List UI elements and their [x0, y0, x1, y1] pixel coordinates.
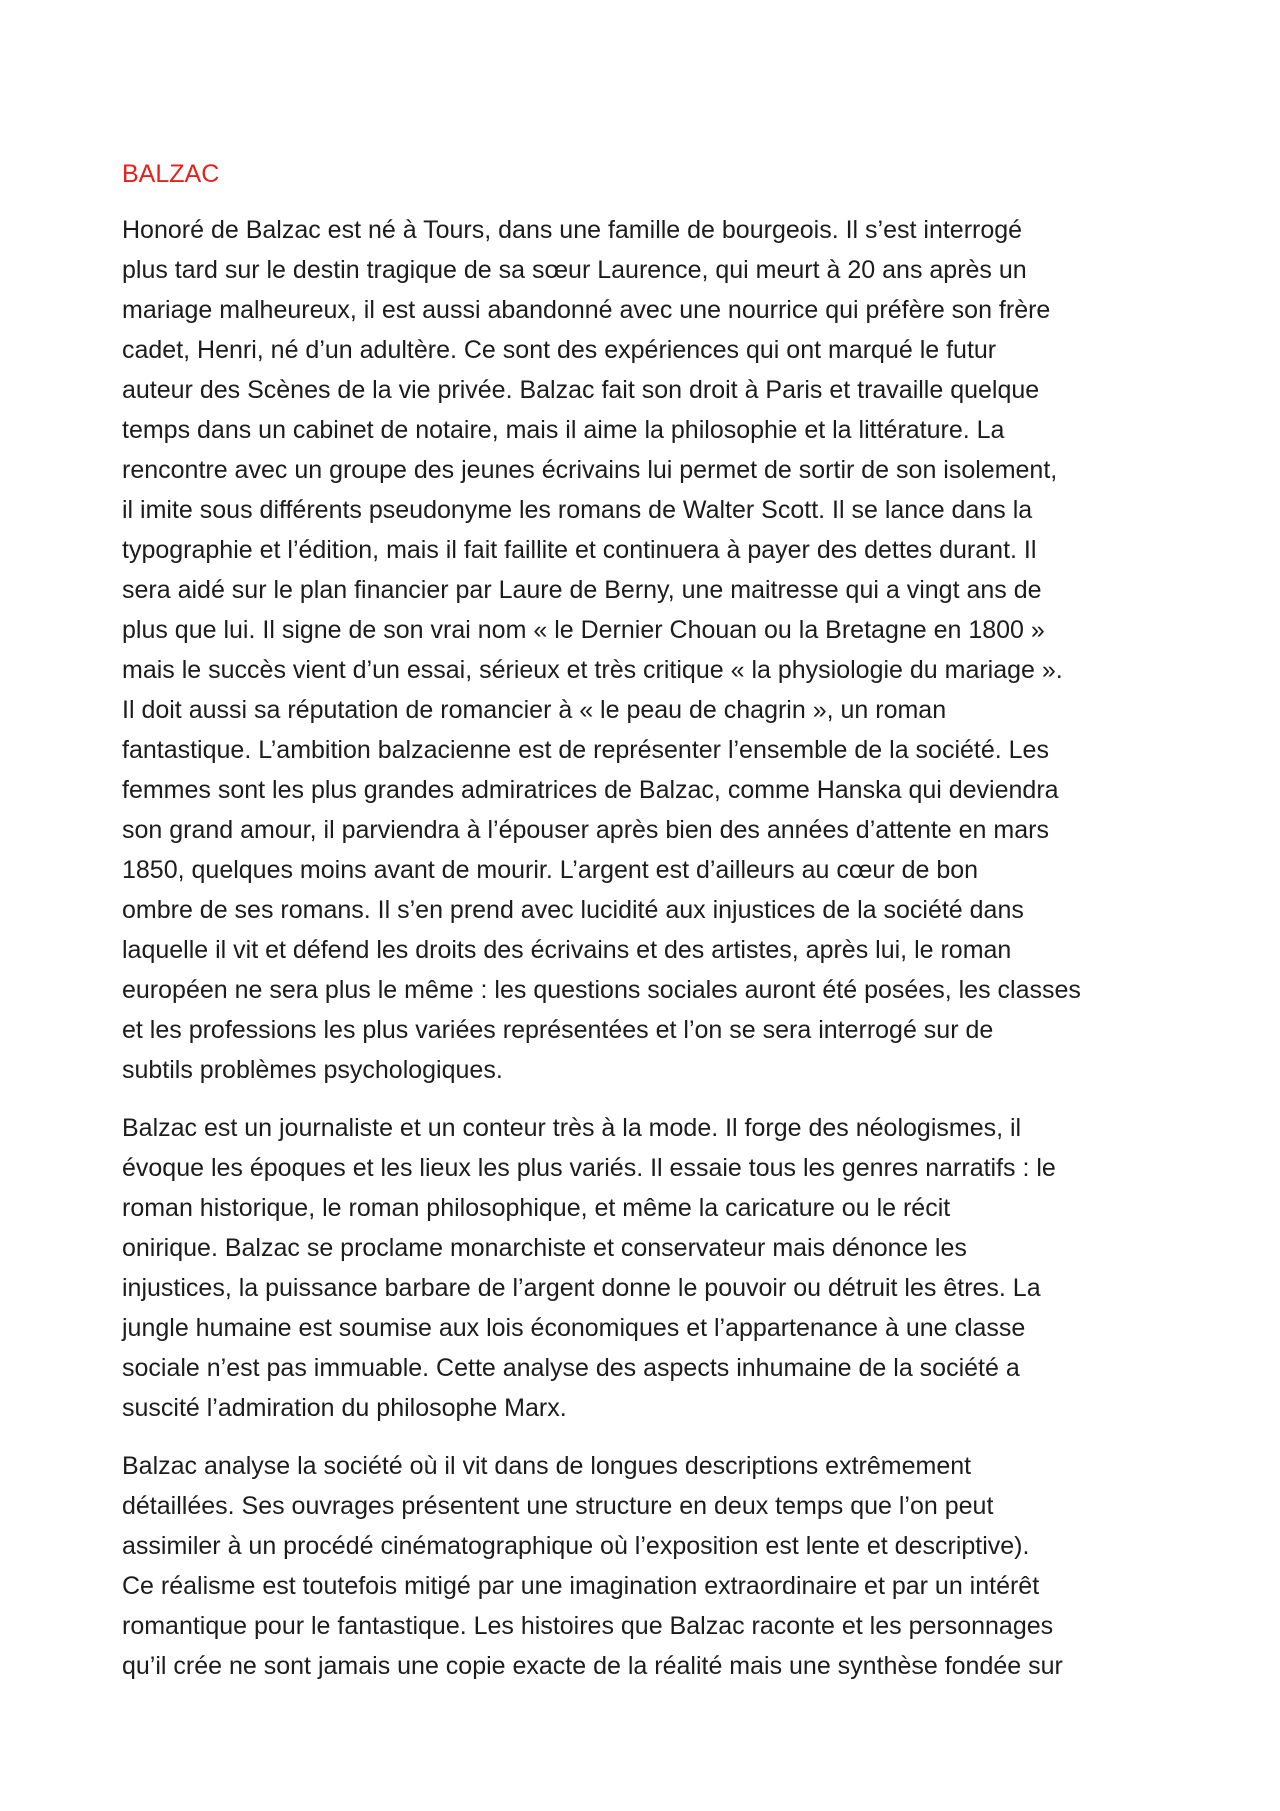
text-line: cadet, Henri, né d’un adultère. Ce sont des expériences qui ont marqué le futur: [122, 336, 997, 364]
text-line: suscité l’admiration du philosophe Marx.: [122, 1394, 567, 1422]
text-line: jungle humaine est soumise aux lois économiques et l’appartenance à une classe: [122, 1314, 1026, 1342]
text-line: évoque les époques et les lieux les plus variés. Il essaie tous les genres narratifs : le: [122, 1154, 1056, 1182]
text-line: assimiler à un procédé cinématographique où l’exposition est lente et descriptive).: [122, 1532, 1030, 1560]
text-line: Ce réalisme est toutefois mitigé par une imagination extraordinaire et par un intérêt: [122, 1572, 1040, 1600]
text-line: injustices, la puissance barbare de l’argent donne le pouvoir ou détruit les êtres. La: [122, 1274, 1041, 1302]
text-line: plus que lui. Il signe de son vrai nom « le Dernier Chouan ou la Bretagne en 1800 »: [122, 616, 1045, 644]
text-line: Il doit aussi sa réputation de romancier à « le peau de chagrin », un roman: [122, 696, 947, 724]
text-line: il imite sous différents pseudonyme les romans de Walter Scott. Il se lance dans la: [122, 496, 1033, 524]
text-line: mariage malheureux, il est aussi abandonné avec une nourrice qui préfère son frère: [122, 296, 1051, 324]
text-line: européen ne sera plus le même : les questions sociales auront été posées, les classes: [122, 976, 1081, 1004]
text-line: femmes sont les plus grandes admiratrices de Balzac, comme Hanska qui deviendra: [122, 776, 1059, 804]
document-body: [122, 150, 1172, 1704]
text-line: son grand amour, il parviendra à l’épouser après bien des années d’attente en mars: [122, 816, 1049, 844]
text-line: fantastique. L’ambition balzacienne est de représenter l’ensemble de la société. Les: [122, 736, 1049, 764]
text-line: laquelle il vit et défend les droits des écrivains et des artistes, après lui, le roman: [122, 936, 1012, 964]
paragraph-2: [122, 1108, 1172, 1428]
paragraph-list: [122, 210, 1172, 1686]
text-line: roman historique, le roman philosophique, et même la caricature ou le récit: [122, 1194, 951, 1222]
text-line: typographie et l’édition, mais il fait faillite et continuera à payer des dettes durant. Il: [122, 536, 1037, 564]
text-line: romantique pour le fantastique. Les histoires que Balzac raconte et les personnages: [122, 1612, 1054, 1640]
text-line: onirique. Balzac se proclame monarchiste et conservateur mais dénonce les: [122, 1234, 967, 1262]
paragraph-1: [122, 210, 1172, 1090]
text-line: qu’il crée ne sont jamais une copie exacte de la réalité mais une synthèse fondée sur: [122, 1652, 1063, 1680]
text-line: sera aidé sur le plan financier par Laure de Berny, une maitresse qui a vingt ans de: [122, 576, 1042, 604]
text-line: et les professions les plus variées représentées et l’on se sera interrogé sur de: [122, 1016, 994, 1044]
paragraph-3: [122, 1446, 1172, 1686]
text-line: Balzac analyse la société où il vit dans de longues descriptions extrêmement: [122, 1452, 972, 1480]
text-line: ombre de ses romans. Il s’en prend avec lucidité aux injustices de la société dans: [122, 896, 1024, 924]
text-line: 1850, quelques moins avant de mourir. L’argent est d’ailleurs au cœur de bon: [122, 856, 979, 884]
text-line: subtils problèmes psychologiques.: [122, 1056, 503, 1084]
text-line: sociale n’est pas immuable. Cette analyse des aspects inhumaine de la société a: [122, 1354, 1020, 1382]
text-line: plus tard sur le destin tragique de sa sœur Laurence, qui meurt à 20 ans après un: [122, 256, 1027, 284]
text-line: Honoré de Balzac est né à Tours, dans une famille de bourgeois. Il s’est interrogé: [122, 216, 1023, 244]
text-line: détaillées. Ses ouvrages présentent une structure en deux temps que l’on peut: [122, 1492, 994, 1520]
text-line: Balzac est un journaliste et un conteur très à la mode. Il forge des néologismes, il: [122, 1114, 1022, 1142]
document-title: BALZAC: [122, 160, 220, 188]
text-line: temps dans un cabinet de notaire, mais il aime la philosophie et la littérature. La: [122, 416, 1005, 444]
text-line: auteur des Scènes de la vie privée. Balzac fait son droit à Paris et travaille quelque: [122, 376, 1040, 404]
text-line: rencontre avec un groupe des jeunes écrivains lui permet de sortir de son isolement,: [122, 456, 1058, 484]
text-line: mais le succès vient d’un essai, sérieux et très critique « la physiologie du mariage ».: [122, 656, 1063, 684]
